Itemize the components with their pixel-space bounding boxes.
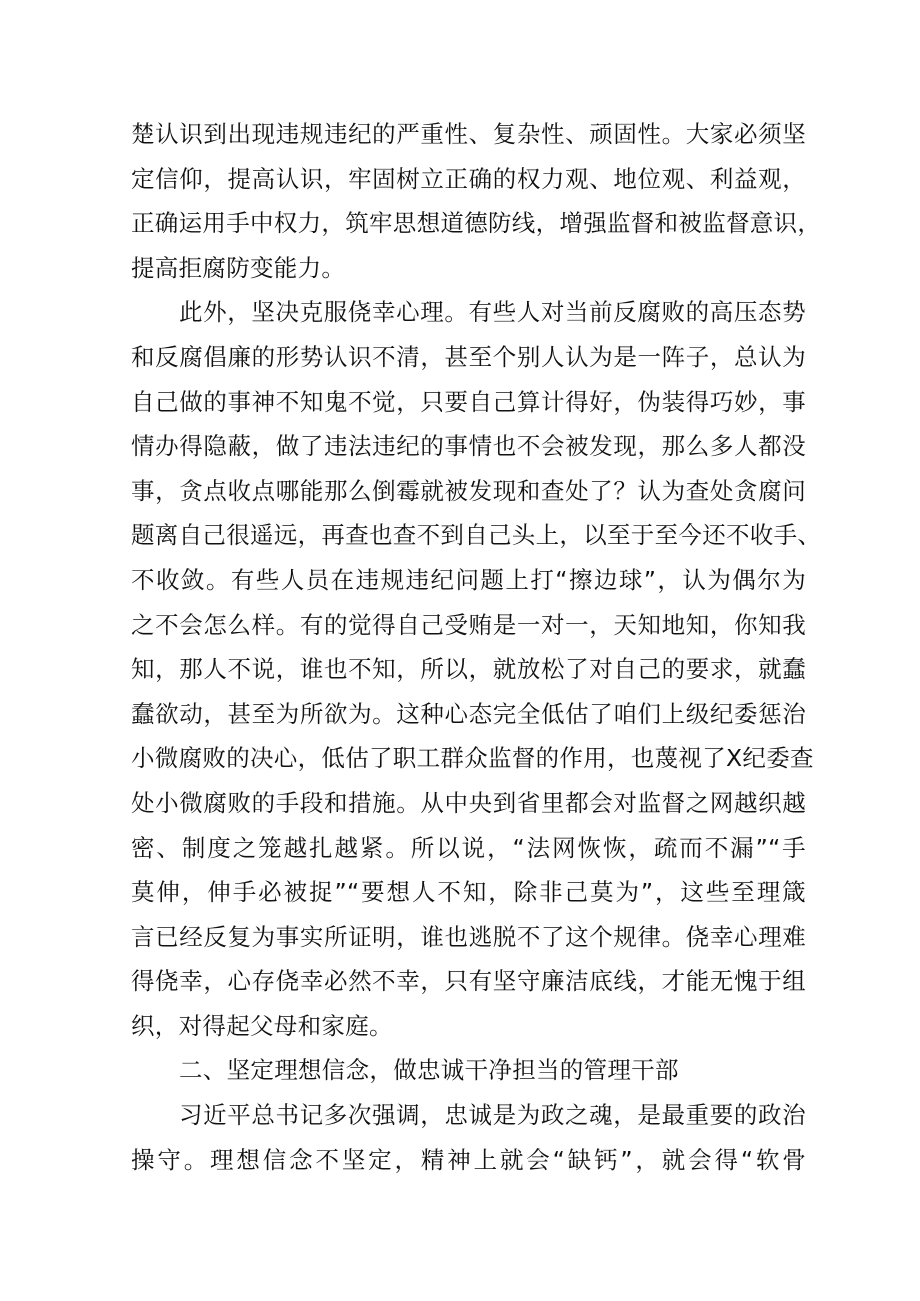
text-line: 知，那人不说，谁也不知，所以，就放松了对自己的要求，就蠢 (131, 655, 806, 684)
text-line: 事，贪点收点哪能那么倒霉就被发现和查处了？认为查处贪腐问 (131, 476, 806, 505)
body-text (131, 112, 822, 1182)
text-line: 莫伸，伸手必被捉”“要想人不知，除非己莫为”，这些至理箴 (131, 878, 806, 907)
text-line: 织，对得起父母和家庭。 (131, 1011, 393, 1040)
text-line: 得侥幸，心存侥幸必然不幸，只有坚守廉洁底线，才能无愧于组 (131, 967, 806, 996)
text-line: 不收敛。有些人员在违规违纪问题上打“擦边球”，认为偶尔为 (131, 565, 806, 594)
text-line: 蠢欲动，甚至为所欲为。这种心态完全低估了咱们上级纪委惩治 (131, 699, 806, 728)
text-line: 提高拒腐防变能力。 (131, 253, 346, 282)
text-line: 密、制度之笼越扎越紧。所以说，“法网恢恢，疏而不漏”“手 (131, 833, 806, 862)
text-line: 题离自己很遥远，再查也查不到自己头上，以至于至今还不收手、 (131, 521, 822, 550)
text-line: 小微腐败的决心，低估了职工群众监督的作用，也蔑视了X纪委查 (131, 744, 814, 773)
text-line: 习近平总书记多次强调，忠诚是为政之魂，是最重要的政治 (179, 1101, 806, 1130)
text-line: 此外，坚决克服侥幸心理。有些人对当前反腐败的高压态势 (179, 298, 806, 327)
text-line: 自己做的事神不知鬼不觉，只要自己算计得好，伪装得巧妙，事 (131, 387, 806, 416)
text-line: 楚认识到出现违规违纪的严重性、复杂性、顽固性。大家必须坚 (131, 120, 806, 148)
text-line: 定信仰，提高认识，牢固树立正确的权力观、地位观、利益观， (131, 164, 806, 193)
text-line: 之不会怎么样。有的觉得自己受贿是一对一，天知地知，你知我 (131, 610, 806, 639)
text-line: 言已经反复为事实所证明，谁也逃脱不了这个规律。侥幸心理难 (131, 922, 806, 951)
text-line: 和反腐倡廉的形势认识不清，甚至个别人认为是一阵子，总认为 (131, 342, 806, 371)
text-line: 处小微腐败的手段和措施。从中央到省里都会对监督之网越织越 (131, 788, 806, 817)
section-heading: 二、坚定理想信念，做忠诚干净担当的管理干部 (179, 1056, 679, 1085)
text-line: 情办得隐蔽，做了违法违纪的事情也不会被发现，那么多人都没 (131, 432, 806, 461)
text-line: 正确运用手中权力，筑牢思想道德防线，增强监督和被监督意识， (131, 209, 822, 238)
text-line: 操守。理想信念不坚定，精神上就会“缺钙”，就会得“软骨 (131, 1145, 806, 1174)
